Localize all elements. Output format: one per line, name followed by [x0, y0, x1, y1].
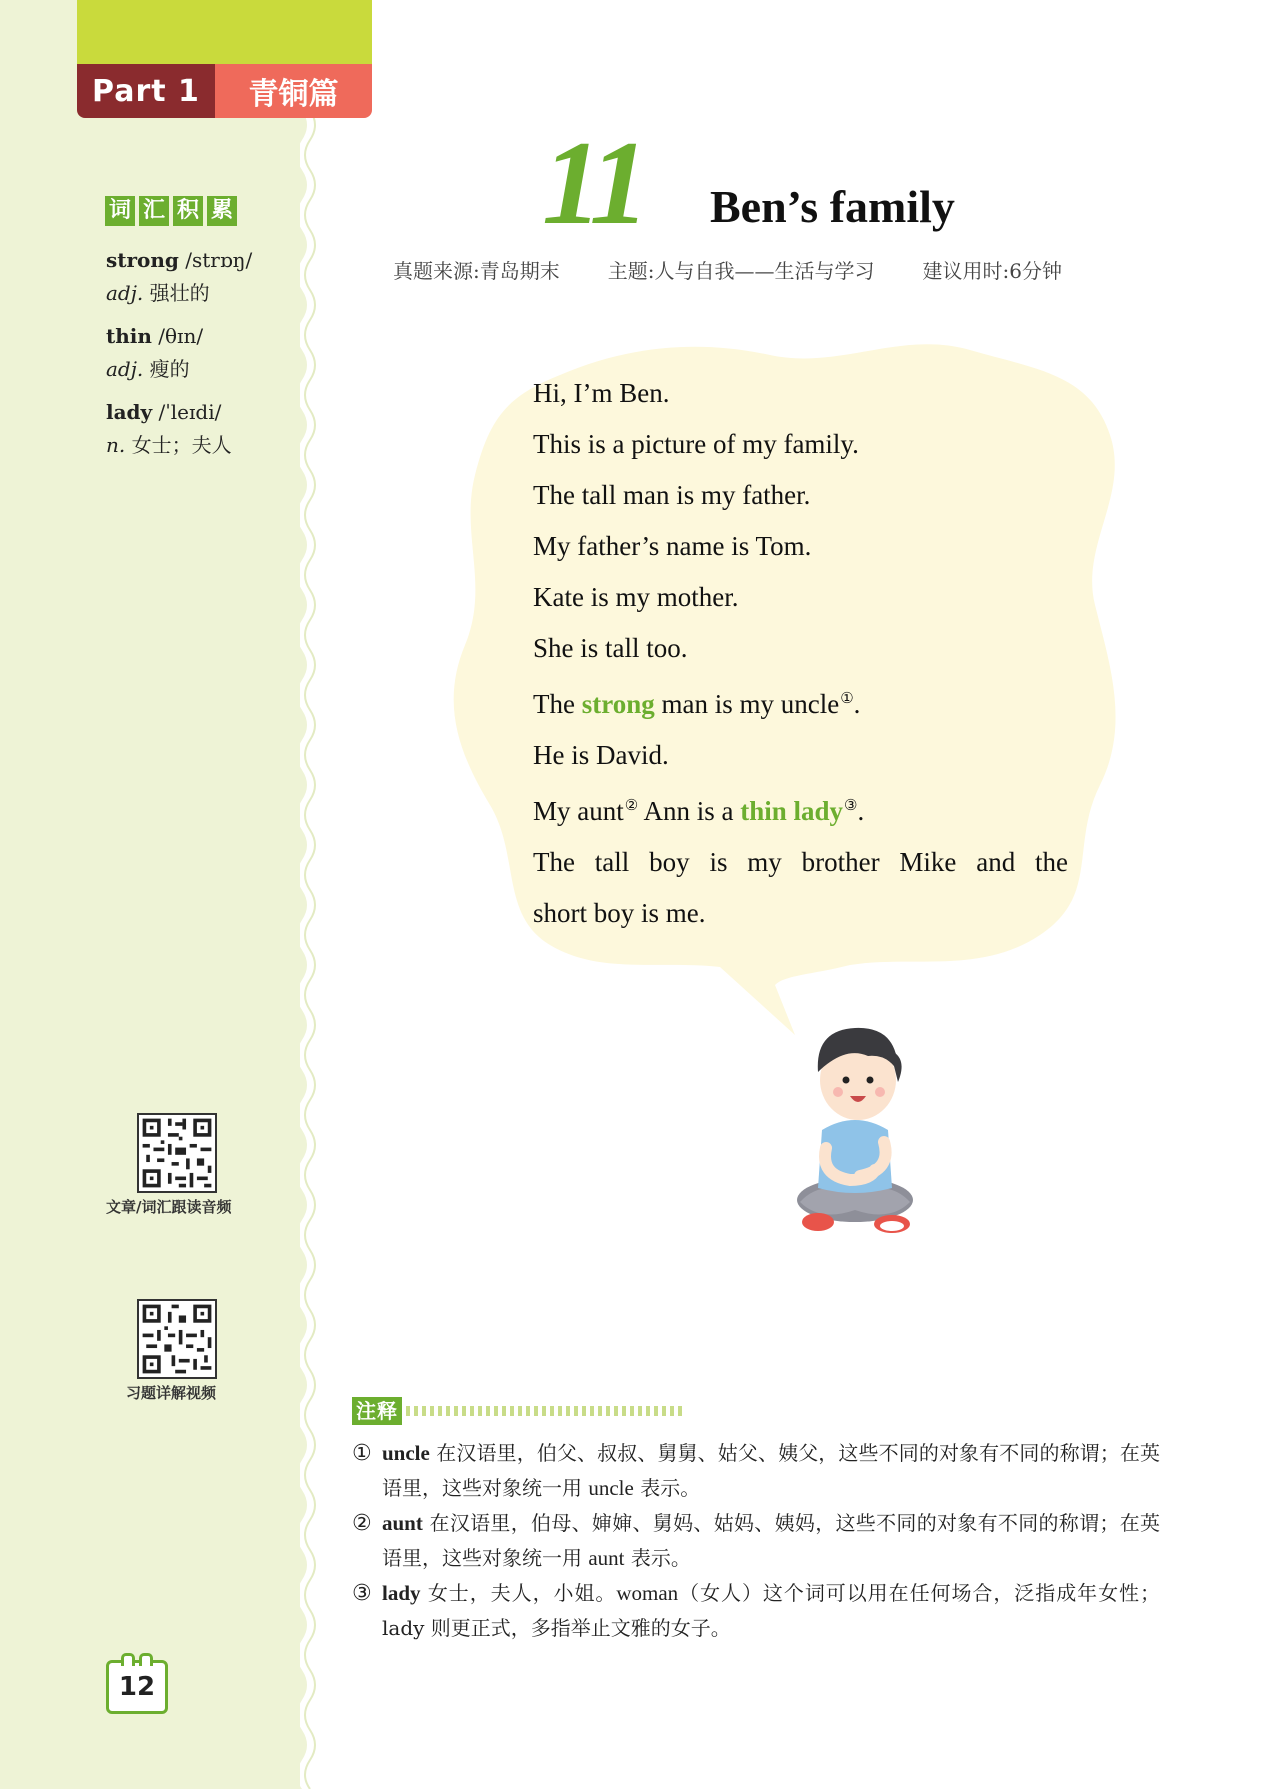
note-term: aunt	[382, 1511, 423, 1535]
notes-heading	[352, 1397, 686, 1425]
boy-illustration	[780, 1010, 930, 1245]
lesson-title: Ben’s family	[710, 181, 955, 232]
vocab-meaning: 瘦的	[149, 357, 190, 381]
qr-audio-caption: 文章/词汇跟读音频	[106, 1198, 232, 1216]
note-number: ③	[352, 1581, 372, 1606]
reading-line: My father’s name is Tom.	[533, 531, 812, 561]
vocab-word: thin	[106, 324, 152, 348]
vocab-item-lady	[106, 395, 296, 461]
page-number: 12	[106, 1660, 168, 1714]
note-text: 在汉语里，伯母、婶婶、舅妈、姑妈、姨妈，这些不同的对象有不同的称谓；在英语里，这些对象统一用	[382, 1511, 1160, 1570]
reading-text: My aunt	[533, 796, 624, 826]
vocab-heading-char: 汇	[139, 196, 169, 226]
lesson-theme: 主题:人与自我——生活与学习	[607, 259, 875, 283]
reading-line	[533, 674, 1068, 730]
sidebar-wave-border	[296, 110, 322, 1789]
vocab-phonetic: /θɪn/	[158, 324, 204, 348]
vocab-pos: adj.	[106, 281, 144, 305]
vocab-pos: n.	[106, 433, 126, 457]
vocab-heading-char: 积	[173, 196, 203, 226]
reading-line: This is a picture of my family.	[533, 429, 859, 459]
note-number: ①	[352, 1441, 372, 1466]
reading-line: short boy is me.	[533, 898, 706, 928]
vocab-word: lady	[106, 400, 153, 424]
vocab-meaning: 女士；夫人	[131, 433, 232, 457]
reading-line: The tall boy is my brother Mike and the	[533, 847, 1068, 877]
note-item	[352, 1576, 1160, 1646]
reading-line: The tall man is my father.	[533, 480, 811, 510]
part-label: Part 1	[77, 64, 215, 118]
reading-text: Ann is a	[638, 796, 741, 826]
vocab-list	[106, 243, 296, 471]
note-item	[352, 1506, 1160, 1576]
footnote-marker[interactable]: ③	[844, 798, 858, 814]
reading-text: The	[533, 689, 582, 719]
lesson-meta	[393, 255, 1062, 284]
vocab-phonetic: /strɒŋ/	[185, 248, 253, 272]
header-color-bar	[77, 0, 372, 64]
vocab-meaning: 强壮的	[149, 281, 210, 305]
vocab-heading-char: 词	[105, 196, 135, 226]
note-english: woman	[616, 1581, 679, 1605]
note-term: uncle	[382, 1441, 430, 1465]
note-english: uncle	[588, 1476, 634, 1500]
notes-divider	[406, 1406, 686, 1416]
highlight-word-thin-lady: thin lady	[740, 796, 844, 826]
reading-text: .	[853, 689, 861, 719]
qr-video-caption: 习题详解视频	[126, 1384, 217, 1402]
vocab-phonetic: /ˈleɪdi/	[158, 400, 222, 424]
note-text: 女士，夫人，小姐。	[420, 1581, 617, 1605]
vocab-item-thin	[106, 319, 296, 385]
reading-text: .	[857, 796, 865, 826]
vocab-word: strong	[106, 248, 179, 272]
note-text: （女人）这个词可以用在任何场合，泛指成年女性；lady 则更正式，多指举止文雅的女子。	[382, 1581, 1161, 1640]
reading-line: He is David.	[533, 740, 669, 770]
note-term: lady	[382, 1581, 421, 1605]
footnote-marker[interactable]: ②	[624, 798, 639, 814]
lesson-number: 11	[542, 116, 644, 249]
part-name: 青铜篇	[215, 64, 372, 118]
note-item	[352, 1436, 1160, 1506]
qr-code-video[interactable]	[137, 1299, 217, 1379]
vocab-heading-char: 累	[207, 196, 237, 226]
reading-line: Kate is my mother.	[533, 582, 739, 612]
vocab-item-strong	[106, 243, 296, 309]
reading-text: man is my uncle	[654, 689, 840, 719]
reading-line	[533, 781, 1068, 837]
note-number: ②	[352, 1511, 372, 1536]
notes-list	[352, 1436, 1160, 1646]
vocab-heading	[105, 196, 237, 226]
note-text: 在汉语里，伯父、叔叔、舅舅、姑父、姨父，这些不同的对象有不同的称谓；在英语里，这些对象统一用	[382, 1441, 1160, 1500]
highlight-word-strong: strong	[581, 689, 655, 719]
note-text: 表示。	[624, 1546, 691, 1570]
lesson-time: 建议用时:6分钟	[922, 259, 1062, 283]
vocab-pos: adj.	[106, 357, 144, 381]
footnote-marker[interactable]: ①	[840, 691, 854, 707]
qr-code-audio[interactable]	[137, 1113, 217, 1193]
reading-line: She is tall too.	[533, 633, 688, 663]
reading-line: Hi, I’m Ben.	[533, 378, 670, 408]
note-text: 表示。	[633, 1476, 701, 1500]
lesson-source: 真题来源:青岛期末	[393, 259, 560, 283]
notes-title: 注释	[352, 1397, 402, 1425]
reading-passage	[533, 368, 1068, 939]
part-tab	[77, 64, 372, 118]
note-english: aunt	[588, 1546, 625, 1570]
